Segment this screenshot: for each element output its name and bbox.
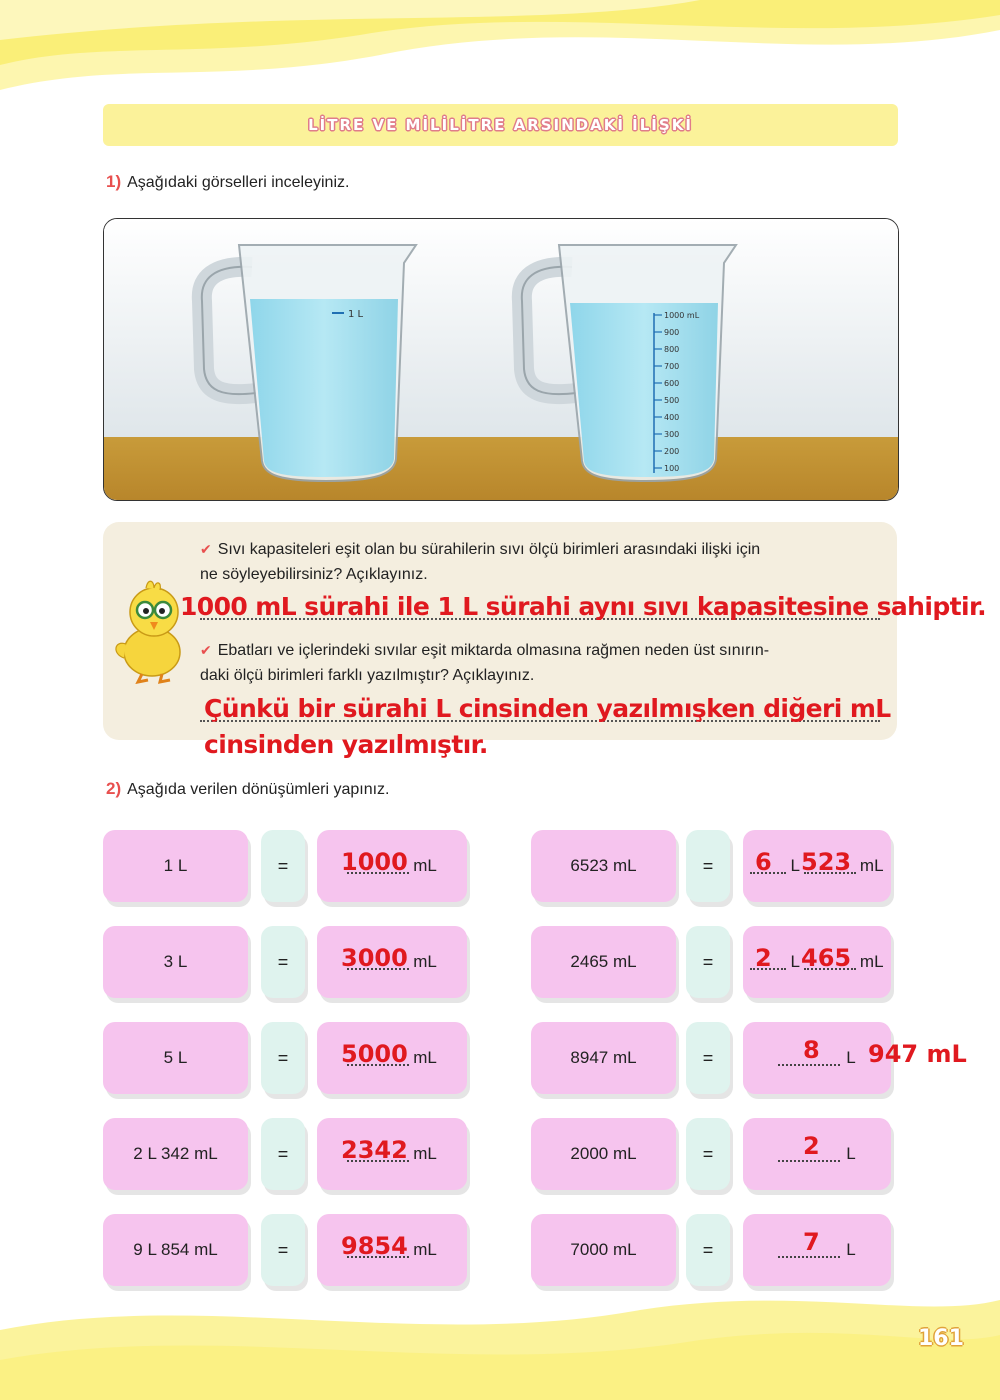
equals-sign [261,926,305,998]
given-text: 7000 mL [570,1240,637,1259]
jug-1-label: 1 L [348,309,364,320]
left-row [103,1022,468,1102]
jugs-illustration [103,218,899,501]
given-value [103,830,248,902]
unit-label: mL [413,1048,437,1067]
question-2-number: 2) [106,779,122,798]
right-row [531,1022,991,1102]
given-text: 2465 mL [570,952,637,971]
equals-sign [261,1214,305,1286]
equals-sign [261,830,305,902]
given-text: 9 L 854 mL [133,1240,218,1259]
answer-value: 3000 [341,944,408,972]
unit-label: mL [413,856,437,875]
scale-tick-label: 500 [664,396,680,405]
equals-sign [686,1118,730,1190]
bullet-1 [200,537,880,587]
answer-value: 2342 [341,1136,408,1164]
given-text: 2 L 342 mL [133,1144,218,1163]
bullet-1-line-1: Sıvı kapasiteleri eşit olan bu sürahilerin sıvı ölçü birimleri arasındaki ilişki için [217,541,761,558]
unit-label-l: L [846,1048,856,1067]
given-text: 2000 mL [570,1144,637,1163]
bullet-2-line-1: Ebatları ve içlerindeki sıvılar eşit miktarda olmasına rağmen neden üst sınırın- [217,642,770,659]
right-row [531,830,991,910]
given-value [531,1118,676,1190]
answer-1: 1000 mL sürahi ile 1 L sürahi aynı sıvı kapasitesine sahiptir. [180,592,987,621]
given-text: 8947 mL [570,1048,637,1067]
given-value [103,926,248,998]
answer-milliliters: 523 [801,848,852,876]
left-row [103,830,468,910]
equals-text: = [702,1239,714,1260]
answer-liters: 2 [755,944,772,972]
given-value [103,1118,248,1190]
scale-tick-label: 800 [664,345,680,354]
unit-label-ml: mL [859,856,884,875]
check-icon: ✔ [200,642,212,658]
given-text: 5 L [163,1048,188,1067]
equals-sign [686,830,730,902]
page-number: 161 [918,1326,964,1351]
equals-sign [686,1214,730,1286]
scale-tick-label: 900 [664,328,680,337]
title-banner [103,104,898,146]
chick-mascot-icon [112,574,196,684]
right-row [531,1214,991,1294]
answer-box[interactable] [317,830,467,902]
scale-tick-label: 1000 mL [664,311,700,320]
equals-text: = [277,855,289,876]
jugs-scene [104,219,898,500]
answer-2-line-1: Çünkü bir sürahi L cinsinden yazılmışken diğeri mL [204,694,891,723]
left-row [103,926,468,1006]
given-text: 1 L [163,856,188,875]
bullet-1-line-2: ne söyleyebilirsiniz? Açıklayınız. [200,566,428,583]
unit-label: mL [413,952,437,971]
answer-box[interactable] [743,830,891,902]
question-1-number: 1) [106,172,122,191]
equals-sign [686,1022,730,1094]
scale-tick-label: 700 [664,362,680,371]
page-title: LİTRE VE MİLİLİTRE ARSINDAKİ İLİŞKİ [308,116,693,134]
scale-tick-label: 400 [664,413,680,422]
answer-liters: 6 [755,848,772,876]
equals-text: = [702,951,714,972]
answer-2-line-2: cinsinden yazılmıştır. [204,730,488,759]
given-value [531,926,676,998]
bottom-wave-decoration [0,1290,1000,1400]
answer-value: 1000 [341,848,408,876]
given-text: 3 L [163,952,188,971]
question-1-text: Aşağıdaki görselleri inceleyiniz. [127,174,350,191]
question-1 [106,172,349,192]
answer-box[interactable] [317,1214,467,1286]
answer-liters: 7 [803,1228,820,1256]
given-value [531,1022,676,1094]
equals-text: = [702,855,714,876]
equals-sign [261,1022,305,1094]
question-2-text: Aşağıda verilen dönüşümleri yapınız. [127,781,390,798]
equals-sign [686,926,730,998]
left-row [103,1118,468,1198]
scale-tick-label: 300 [664,430,680,439]
unit-label: mL [413,1240,437,1259]
left-row [103,1214,468,1294]
answer-box[interactable] [743,1118,891,1190]
bullet-2-line-2: daki ölçü birimleri farklı yazılmıştır? Açıklayınız. [200,667,535,684]
scale-tick-label: 600 [664,379,680,388]
answer-box[interactable] [317,1118,467,1190]
right-row [531,926,991,1006]
equals-text: = [702,1047,714,1068]
equals-text: = [277,1239,289,1260]
answer-liters: 8 [803,1036,820,1064]
scale-tick-label: 100 [664,464,680,473]
given-value [103,1214,248,1286]
right-row [531,1118,991,1198]
unit-label-ml: mL [859,952,884,971]
equals-text: = [277,951,289,972]
equals-text: = [277,1143,289,1164]
answer-box[interactable] [317,1022,467,1094]
top-wave-decoration [0,0,1000,110]
answer-extra: 947 mL [868,1040,967,1068]
answer-milliliters: 465 [801,944,852,972]
given-value [531,830,676,902]
unit-label: mL [413,1144,437,1163]
equals-text: = [702,1143,714,1164]
scale-tick-label: 200 [664,447,680,456]
equals-text: = [277,1047,289,1068]
given-text: 6523 mL [570,856,637,875]
question-2 [106,779,390,799]
answer-box[interactable] [743,926,891,998]
check-icon: ✔ [200,541,212,557]
answer-box[interactable] [743,1214,891,1286]
bullet-2 [200,638,880,688]
answer-value: 9854 [341,1232,408,1260]
unit-label-l: L [846,1240,856,1259]
given-value [103,1022,248,1094]
unit-label-l: L [846,1144,856,1163]
given-value [531,1214,676,1286]
unit-label-l: L [790,856,800,875]
equals-sign [261,1118,305,1190]
answer-liters: 2 [803,1132,820,1160]
answer-value: 5000 [341,1040,408,1068]
answer-box[interactable] [317,926,467,998]
unit-label-l: L [790,952,800,971]
